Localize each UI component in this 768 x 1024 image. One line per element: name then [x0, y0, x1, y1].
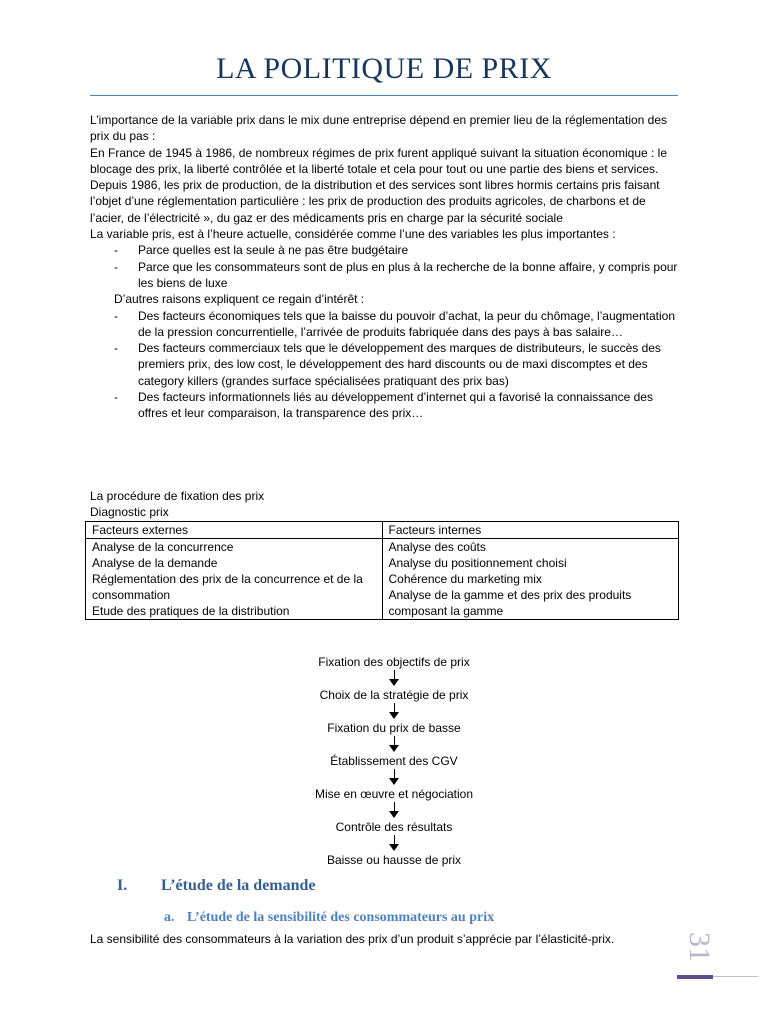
- section-heading: [117, 877, 316, 895]
- internal-factor: Analyse de la gamme et des prix des produits composant la gamme: [388, 588, 632, 618]
- procedure-title: La procédure de fixation des prix: [90, 489, 265, 503]
- diagnostic-table: [85, 521, 679, 620]
- list-item: - Des facteurs économiques tels que la baisse du pouvoir d’achat, la peur du chômage, l’augmentation de la pression concurrentielle, l’arrivée de produits fabriquée dans des pays à bas salaire…: [90, 308, 680, 341]
- body-text: [90, 112, 680, 422]
- intro-paragraph: La variable pris, est à l’heure actuelle, considérée comme l’une des variables les plus importantes :: [90, 227, 616, 242]
- section-title: L’étude de la demande: [161, 877, 316, 894]
- title-rule: [90, 95, 678, 96]
- internal-factors-cell: [382, 539, 679, 620]
- flow-step: Établissement des CGV: [330, 754, 458, 768]
- down-arrow-icon: [234, 703, 554, 720]
- flow-step: Mise en œuvre et négociation: [314, 787, 474, 801]
- procedure-block: [90, 488, 264, 520]
- internal-factor: Analyse des coûts: [388, 540, 486, 554]
- flow-step: Fixation du prix de basse: [327, 721, 461, 735]
- table-row: [86, 539, 679, 620]
- intro-paragraph: L’importance de la variable prix dans le mix dune entreprise dépend en premier lieu de la réglementation des prix du pas :: [90, 113, 668, 144]
- other-reasons-list: [90, 308, 680, 422]
- table-header-row: [86, 522, 679, 539]
- external-factor: Analyse de la concurrence: [92, 540, 234, 554]
- reasons-list: [90, 242, 680, 291]
- down-arrow-icon: [234, 802, 554, 819]
- body-paragraph: La sensibilité des consommateurs à la variation des prix d’un produit s’apprécie par l’élasticité-prix.: [90, 932, 615, 946]
- list-item: - Parce que les consommateurs sont de plus en plus à la recherche de la bonne affaire, y compris pour les biens de luxe: [90, 259, 680, 292]
- internal-factor: Cohérence du marketing mix: [388, 572, 542, 586]
- subsection-number: a.: [164, 910, 175, 925]
- footer-line: [713, 976, 758, 977]
- list-item: - Parce quelles est la seule à ne pas être budgétaire: [90, 242, 680, 258]
- page-number-bar: [677, 975, 713, 979]
- down-arrow-icon: [234, 769, 554, 786]
- intro-paragraph: En France de 1945 à 1986, de nombreux régimes de prix furent appliqué suivant la situation économique : le blocage des prix, la liberté contrôlée et la liberté totale et cela pour tout ou une partie des biens et services.: [90, 145, 668, 176]
- other-reasons-intro: D’autres raisons expliquent ce regain d’intérêt :: [114, 292, 365, 307]
- flow-step: Fixation des objectifs de prix: [318, 655, 470, 669]
- page-number: 31: [683, 932, 716, 962]
- down-arrow-icon: [234, 835, 554, 852]
- internal-factor: Analyse du positionnement choisi: [388, 556, 567, 570]
- list-item: - Des facteurs commerciaux tels que le développement des marques de distributeurs, le succès des premiers prix, des low cost, le développement des hard discounts ou de maxi discomptes et des category killers (grandes surface spécialisées pratiquant des prix bas): [90, 340, 680, 389]
- external-factor: Analyse de la demande: [92, 556, 218, 570]
- diagnostic-title: Diagnostic prix: [90, 505, 169, 519]
- section-number: I.: [117, 877, 128, 894]
- header-external: Facteurs externes: [86, 522, 383, 539]
- list-item: - Des facteurs informationnels liés au développement d’internet qui a favorisé la connaissance des offres et leur comparaison, la transparence des prix…: [90, 389, 680, 422]
- pricing-flowchart: [234, 654, 554, 868]
- down-arrow-icon: [234, 670, 554, 687]
- subsection-heading: [164, 910, 494, 926]
- header-internal: Facteurs internes: [382, 522, 679, 539]
- flow-step: Choix de la stratégie de prix: [319, 688, 469, 702]
- external-factors-cell: [86, 539, 383, 620]
- down-arrow-icon: [234, 736, 554, 753]
- external-factor: Réglementation des prix de la concurrence et de la consommation: [92, 572, 363, 602]
- flow-step: Contrôle des résultats: [335, 820, 453, 834]
- page-title: LA POLITIQUE DE PRIX: [216, 52, 552, 85]
- intro-paragraph: Depuis 1986, les prix de production, de la distribution et des services sont libres hormis certains pris faisant l’objet d’une réglementation particulière : les prix de production des produits agricoles, de charbons et de l’acier, de l’électricité », du gaz er des médicaments pris en charge par la sécurité sociale: [90, 178, 660, 225]
- flow-step: Baisse ou hausse de prix: [326, 853, 462, 867]
- subsection-title: L’étude de la sensibilité des consommateurs au prix: [187, 910, 495, 925]
- external-factor: Etude des pratiques de la distribution: [92, 604, 290, 618]
